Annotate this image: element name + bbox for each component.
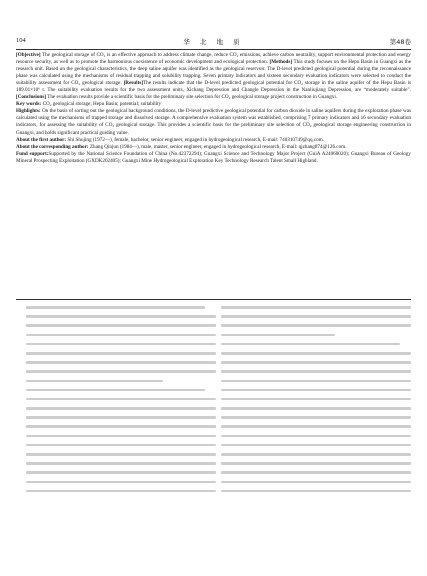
body-column-right (221, 306, 411, 499)
conclusions-text: The evaluation results provide a scientific basis for the preliminary site selection for CO₂ geological storage project construction in Guangxi. (46, 94, 338, 101)
page-number: 104 (16, 37, 26, 44)
body-text-line (221, 435, 411, 438)
abstract-paragraph (16, 52, 411, 101)
body-text-line (26, 453, 216, 456)
body-column-left (26, 306, 216, 499)
fund-support-text: Supported by the National Science Foundation of China (No.42372294); Guangxi Science and Technology Major Project (GuiA A24060020); Guangxi Bureau of Geology Mineral Prospecting Exploitation (GXDK202405); Guangxi Mine Hydrogeological Exploration Key Technology Research Talent Small Highland. (16, 150, 411, 164)
body-text-line (26, 315, 216, 318)
first-author-line (16, 137, 411, 144)
keywords-label: Key words: (16, 101, 42, 108)
objective-text: The geological storage of CO₂ is an effective approach to address climate change, reduce CO₂ emissions, achieve carbon neutrality, support environmental protection and energy resource security, as well as to promote the harmonious coexistence of economic development and ecological protection. (16, 52, 411, 66)
body-text-line (221, 481, 411, 484)
first-author-text: Shi Shujing (1972—), female, bachelor, senior engineer, engaged in hydrogeological research, E-mail: 740310749@qq.com. (66, 136, 324, 143)
body-text-line (221, 352, 411, 355)
results-text: The results indicate that the D-level predicted geological potential for CO₂ storage in the saline aquifer of the Hepu Basin is 189.01×10⁶ t. The suitability evaluation results for the two assessment units, Xichang Depression and Changle Depression in the Nanliujiang Depression, are “moderately suitable”. (16, 80, 412, 94)
body-text-line (221, 398, 411, 401)
body-text-line (26, 370, 216, 373)
body-text-line (221, 306, 411, 309)
body-text-line (26, 471, 216, 474)
body-text-line (26, 334, 216, 337)
corresponding-author-text: Zhang Qinjun (1984—), male, master, senior engineer, engaged in hydrogeological research, E-mail: qjzhang874@126.com. (88, 143, 347, 150)
body-text-line (221, 380, 411, 383)
body-text-line (221, 407, 411, 410)
page-header (16, 37, 411, 49)
body-text-line (221, 370, 411, 373)
body-text-line (221, 334, 335, 337)
body-text-line (221, 444, 411, 447)
body-text-line (221, 471, 411, 474)
journal-title: 华 北 地 质 (183, 38, 244, 46)
body-text-line (221, 462, 411, 465)
body-text-line (26, 361, 216, 364)
body-text-line (221, 389, 411, 392)
fund-support-label: Fund support: (16, 150, 49, 157)
body-columns (16, 306, 411, 558)
fund-support-line (16, 151, 411, 165)
body-text-line (26, 389, 205, 392)
body-text-line (26, 416, 216, 419)
corresponding-author-line (16, 144, 411, 151)
highlights-text: On the basis of sorting out the geological background conditions, the D-level predictive geological potential for carbon dioxide in saline aquifers during the exploration phase was calculated using the mechanisms of trapped storage and dissolved storage. A comprehensive evaluation system was established, comprising 7 primary indicators and 16 secondary evaluation indicators, for assessing the suitability of CO₂ geological storage. This provides a scientific basis for the preliminary site selection of CO₂ geological storage engineering construction in Guangxi, and holds significant practical guiding value. (16, 108, 411, 136)
body-text-line (26, 324, 216, 327)
body-text-line (221, 361, 411, 364)
body-text-line (221, 315, 411, 318)
body-text-line (26, 380, 163, 383)
conclusions-label: [Conclusions] (16, 94, 46, 101)
first-author-label: About the first author: (16, 136, 67, 143)
body-text-line (221, 324, 411, 327)
body-text-line (26, 444, 216, 447)
results-label: [Results] (123, 80, 143, 87)
body-text-line (26, 352, 216, 355)
body-text-line (221, 453, 411, 456)
methods-label: [Methods] (269, 59, 293, 66)
body-text-line (26, 490, 216, 493)
body-text-line (26, 306, 205, 309)
body-text-line (221, 490, 411, 493)
corresponding-author-label: About the corresponding author: (16, 143, 89, 150)
highlights-paragraph (16, 108, 411, 136)
body-text-line (221, 416, 411, 419)
highlights-label: Highlights: (16, 108, 41, 115)
body-text-line (221, 425, 411, 428)
body-text-line (221, 343, 400, 346)
body-text-line (26, 435, 216, 438)
volume-label: 第48卷 (389, 38, 411, 46)
header-rule (16, 49, 411, 50)
section-rule (16, 299, 411, 300)
body-text-line (26, 407, 216, 410)
english-abstract (16, 52, 411, 165)
body-text-line (26, 462, 216, 465)
body-text-line (26, 343, 216, 346)
methods-text: This study focuses on the Hepu Basin in Guangxi as the research unit. Based on the geological characteristics, the deep saline aquifer was identified as the geological reservoir. The D-level predicted geological potential during the reconnaissance phase was calculated using the mechanisms of residual trapping and solubility trapping. Seven primary indicators and sixteen secondary evaluation indicators were selected to conduct the suitability assessment for CO₂ geological storage. (16, 59, 411, 87)
body-text-line (26, 398, 216, 401)
keywords-text: CO₂ geological storage; Hepu Basin; potential; suitability (41, 101, 162, 108)
objective-label: [Objective] (16, 52, 41, 58)
body-text-line (26, 481, 216, 484)
body-text-line (26, 425, 216, 428)
